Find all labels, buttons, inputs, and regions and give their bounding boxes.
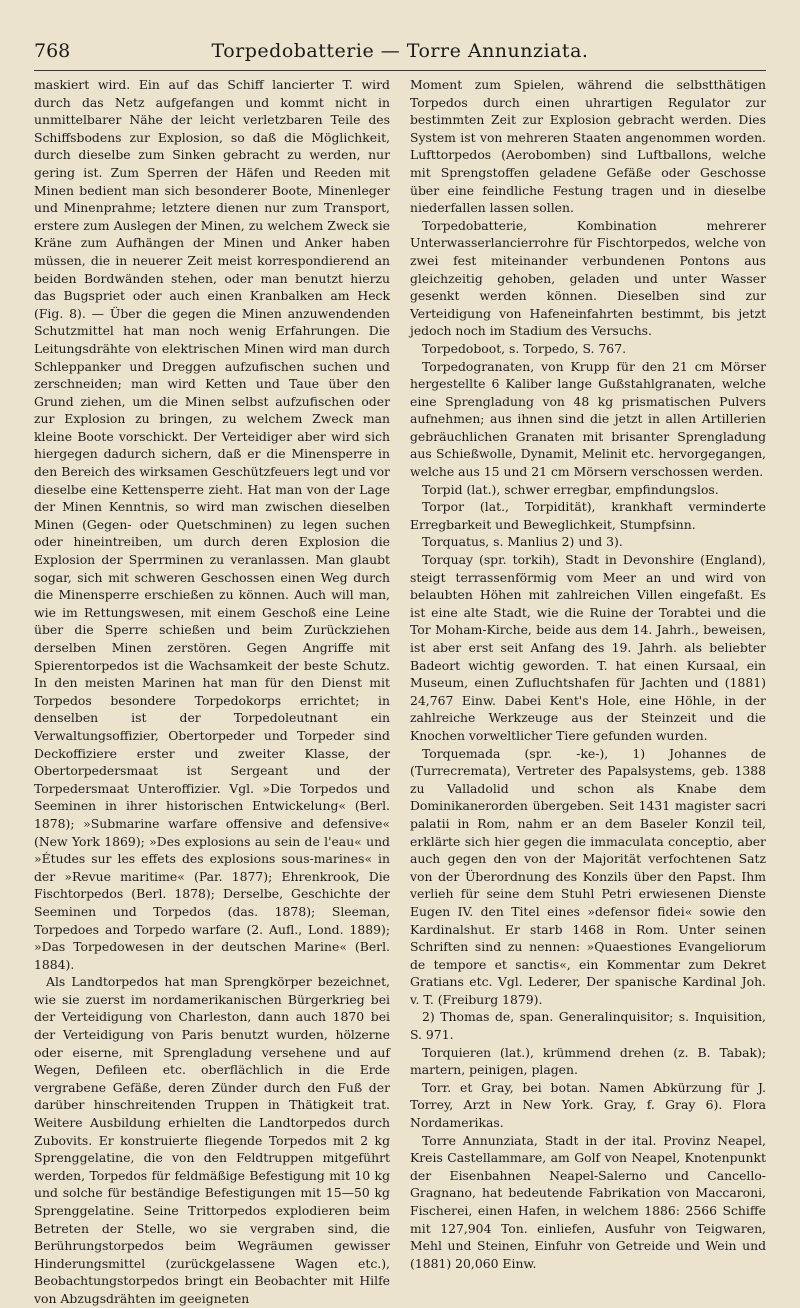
entry-torre-annunziata: Torre Annunziata, Stadt in der ital. Provinz Neapel, Kreis Castellammare, am Golf von Neapel, Knotenpunkt der Eisenbahnen Neapel-Salerno und Cancello-Gragnano, hat bedeutende Fabrikation von Maccaroni, Fischerei, einen Hafen, in welchem 1886: 2566 Schiffe mit 127,904 Ton. einliefen, Ausfuhr von Teigwaren, Mehl und Steinen, Einfuhr von Getreide und Wein und (1881) 20,060 Einw. <box>410 1132 766 1271</box>
entry-torr-et-gray: Torr. et Gray, bei botan. Namen Abkürzung für J. Torrey, Arzt in New York. Gray, f. Gray 6). Flora Nordamerikas. <box>410 1079 766 1131</box>
entry-torquemada-thomas: 2) Thomas de, span. Generalinquisitor; s. Inquisition, S. 971. <box>410 1009 766 1043</box>
entry-torquay: Torquay (spr. torkih), Stadt in Devonshire (England), steigt terrassenförmig vom Meer an und wird von belaubten Höhen mit zahlreichen Villen eingefaßt. Es ist eine alte Stadt, wie die Ruine der Torabtei und die Tor Moham-Kirche, beide aus dem 14. Jahrh., beweisen, ist aber erst seit Anfang des 19. Jahrh. als beliebter Badeort wichtig geworden. T. hat einen Kursaal, ein Museum, einen Zufluchtshafen für Jachten und (1881) 24,767 Einw. Dabei Kent's Hole, eine Höhle, in der zahlreiche Werkzeuge aus der Steinzeit und die Knochen vorweltlicher Tiere gefunden wurden. <box>410 552 766 743</box>
page-header <box>34 38 766 71</box>
entry-torpor: Torpor (lat., Torpidität), krankhaft verminderte Erregbarkeit und Beweglichkeit, Stumpfsinn. <box>410 499 766 532</box>
entry-torquemada: Torquemada (spr. -ke-), 1) Johannes de (Turrecremata), Vertreter des Papalsystems, geb. 1388 zu Valladolid und schon als Knabe dem Dominikanerorden übergeben. Seit 1431 magister sacri palatii in Rom, nahm er an dem Baseler Konzil teil, erklärte sich hier gegen die immaculata conceptio, aber auch gegen den von der Majorität verfochtenen Satz von der Überordnung des Konzils über den Papst. Ihm verlieh für seine dem Stuhl Petri erwiesenen Dienste Eugen IV. den Titel eines »defensor fidei« sowie den Kardinalshut. Er starb 1468 in Rom. Unter seinen Schriften sind zu nennen: »Quaestiones Evangeliorum de tempore et sanctis«, ein Kommentar zum Dekret Gratians etc. Vgl. Lederer, Der spanische Kardinal Joh. v. T. (Freiburg 1879). <box>410 745 766 1007</box>
running-title: Torpedobatterie — Torre Annunziata. <box>211 40 589 62</box>
entry-torquieren: Torquieren (lat.), krümmend drehen (z. B. Tabak); martern, peinigen, plagen. <box>410 1044 766 1078</box>
entry-torquatus: Torquatus, s. Manlius 2) und 3). <box>422 534 623 550</box>
page-number: 768 <box>34 40 71 62</box>
entry-torpedoboot: Torpedoboot, s. Torpedo, S. 767. <box>422 340 627 356</box>
right-paragraph-1: Moment zum Spielen, während die selbstthätigen Torpedos durch einen uhrartigen Regulator zur bestimmten Zeit zur Explosion gebracht werden. Dies System ist von mehreren Staaten angenommen worden. Lufttorpedos (Aerobomben) sind Luftballons, welche mit Sprengstoffen geladene Gefäße oder Geschosse über eine feindliche Festung tragen und in dieselbe niederfallen lassen sollen. <box>410 77 766 216</box>
entry-torpedogranaten: Torpedogranaten, von Krupp für den 21 cm Mörser hergestellte 6 Kaliber lange Gußstahlgranaten, welche eine Sprengladung von 48 kg prismatischen Pulvers aufnehmen; aus ihnen sind die jetzt in allen Artillerien gebräuchlichen Granaten mit brisanter Sprengladung aus Schießwolle, Dynamit, Melinit etc. hervorgegangen, welche aus 15 und 21 cm Mörsern verschossen werden. <box>410 358 766 480</box>
left-paragraph-1: maskiert wird. Ein auf das Schiff lancierter T. wird durch das Netz aufgefangen und kommt nicht in unmittelbarer Nähe der leicht verletzbaren Teile des Schiffsbodens zur Explosion, so daß die Möglichkeit, durch dieselbe zum Sinken gebracht zu werden, nur gering ist. Zum Sperren der Häfen und Reeden mit Minen bedient man sich besonderer Boote, Minenleger und Minenprahme; letztere dienen nur zum Transport, erstere zum Auslegen der Minen, zu welchem Zweck sie Kräne zum Aufhängen der Minen und Anker haben müssen, die in neuerer Zeit meist korrespondierend an beiden Bordwänden stehen, oder man benutzt hierzu das Bugspriet oder auch einen Kranbalken am Heck (Fig. 8). — Über die gegen die Minen anzuwendenden Schutzmittel hat man noch wenig Erfahrungen. Die Leitungsdrähte von elektrischen Minen wird man durch Schleppanker und Dreggen aufzufischen suchen und zerschneiden; man wird Ketten und Taue über den Grund ziehen, um die Minen selbst aufzufischen oder zur Explosion zu bringen, zu welchem Zweck man kleine Boote vorschickt. Der Verteidiger aber wird sich hiergegen dadurch sichern, daß er die Minensperre in den Bereich des wirksamen Geschützfeuers legt und vor dieselbe eine Kettensperre zieht. Hat man von der Lage der Minen Kenntnis, so wird man zwischen dieselben Minen (Gegen- oder Quetschminen) zu legen suchen oder hineintreiben, um durch deren Explosion die Explosion der Sperrminen zu veranlassen. Man glaubt sogar, sich mit schweren Geschossen einen Weg durch die Minensperre erschießen zu können. Auch will man, wie im Rettungswesen, mit einem Geschoß eine Leine über die Sperre schießen und beim Zurückziehen derselben Minen zerstören. Gegen Angriffe mit Spierentorpedos ist die Wachsamkeit der beste Schutz. In den meisten Marinen hat man für den Dienst mit Torpedos besondere Torpedokorps errichtet; in denselben ist der Torpedoleutnant ein Verwaltungsoffizier, Obertorpeder und Torpeder sind Deckoffiziere erster und zweiter Klasse, der Obertorpedersmaat ist Sergeant und der Torpedersmaat Unteroffizier. Vgl. »Die Torpedos und Seeminen in ihrer historischen Entwickelung« (Berl. 1878); »Submarine warfare offensive and defensive« (New York 1869); »Des explosions au sein de l'eau« und »Études sur les effets des explosions sous-marines« in der »Revue maritime« (Par. 1877); Ehrenkrook, Die Fischtorpedos (Berl. 1878); Derselbe, Geschichte der Seeminen und Torpedos (das. 1878); Sleeman, Torpedoes and Torpedo warfare (2. Aufl., Lond. 1889); »Das Torpedowesen in der deutschen Marine« (Berl. 1884). <box>34 77 390 972</box>
left-column <box>34 76 390 1306</box>
entry-torpedobatterie: Torpedobatterie, Kombination mehrerer Unterwasserlancierrohre für Fischtorpedos, welche von zwei fest miteinander verbundenen Pontons aus gleichzeitig gehoben, geladen und unter Wasser gesenkt werden können. Dieselben sind zur Verteidigung von Hafeneinfahrten bestimmt, bis jetzt jedoch noch im Stadium des Versuchs. <box>410 217 766 339</box>
right-column <box>410 76 766 1271</box>
left-paragraph-2: Als Landtorpedos hat man Sprengkörper bezeichnet, wie sie zuerst im nordamerikanischen Bürgerkrieg bei der Verteidigung von Charleston, dann auch 1870 bei der Verteidigung von Paris benutzt wurden, hölzerne oder eiserne, mit Sprengladung versehene und auf Wegen, Defileen etc. oberflächlich in die Erde vergrabene Gefäße, deren Zünder durch den Fuß der darüber hinschreitenden Truppen in Thätigkeit trat. Weitere Ausbildung erhielten die Landtorpedos durch Zubovits. Er konstruierte fliegende Torpedos mit 2 kg Sprenggelatine, die von den Feldtruppen mitgeführt werden, Torpedos für feldmäßige Befestigung mit 10 kg und solche für beständige Befestigungen mit 15—50 kg Sprenggelatine. Seine Trittorpedos explodieren beim Betreten der Stelle, wo sie vergraben sind, die Berührungstorpedos beim Wegräumen gewisser Hinderungsmittel (zurückgelassene Wagen etc.), Beobachtungstorpedos bringt ein Beobachter mit Hilfe von Abzugsdrähten im geeigneten <box>34 974 390 1306</box>
entry-torpid: Torpid (lat.), schwer erregbar, empfindungslos. <box>422 481 719 497</box>
